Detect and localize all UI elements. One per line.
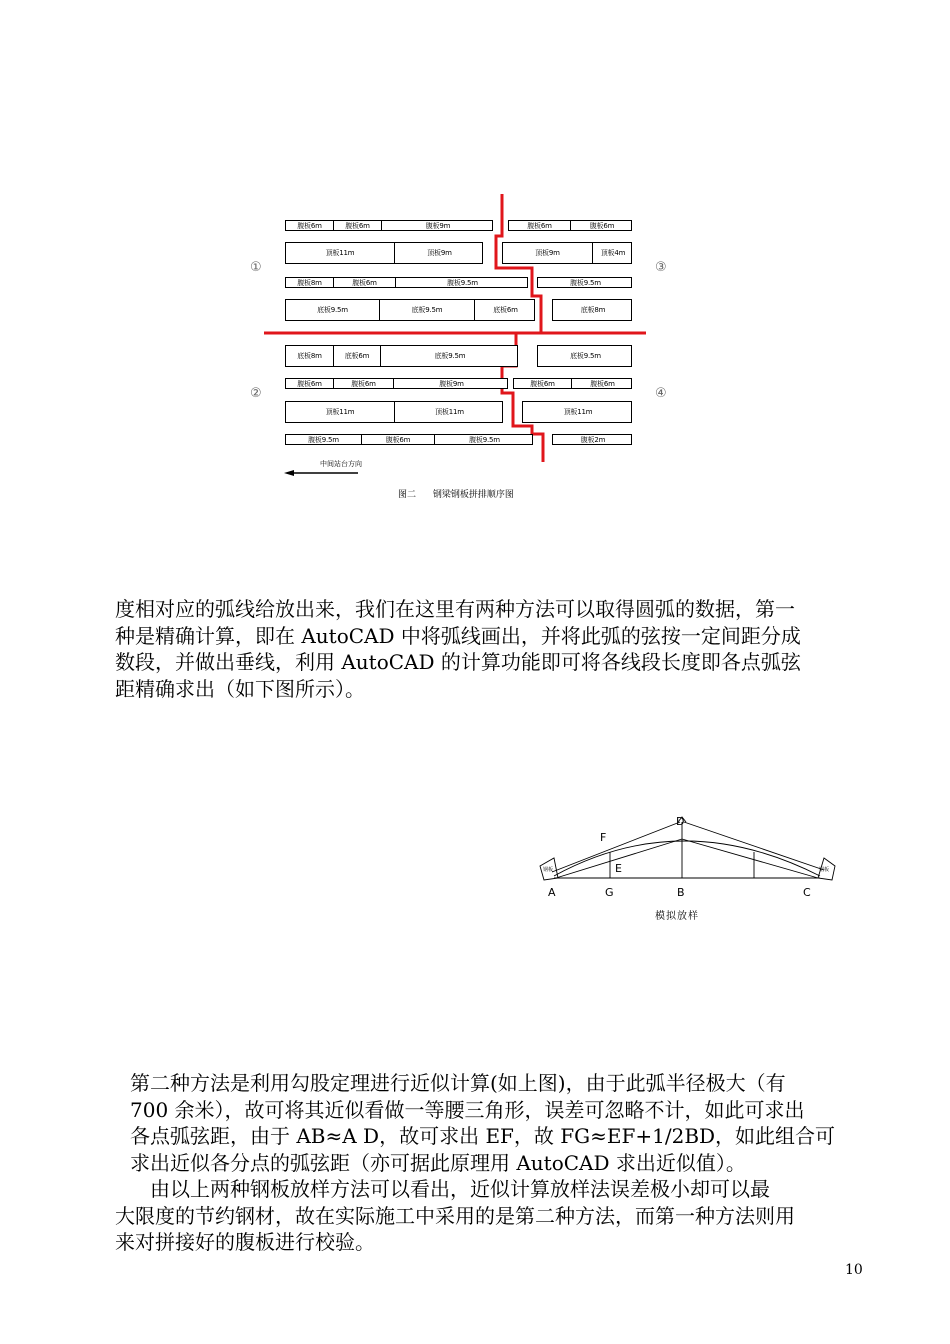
text-line: 距精确求出（如下图所示）。 [115, 676, 365, 701]
paragraph-3 [115, 1176, 860, 1256]
paragraph-1 [115, 596, 860, 702]
text-line: 数段，并做出垂线，利用 AutoCAD 的计算功能即可将各线段长度即各点弧弦 [115, 650, 801, 675]
plate-cell: 底板6m [493, 306, 518, 314]
figure-plate-layout [240, 188, 667, 508]
plate-cell: 底板6m [334, 346, 381, 366]
point-label-D: D [676, 815, 685, 828]
plate-cell: 腹板9.5m [570, 278, 601, 287]
text-line: 700 余米），故可将其近似看做一等腰三角形，误差可忽略不计，如此可求出 [130, 1097, 805, 1122]
plate-row [285, 277, 528, 288]
figure2-caption: 图二 钢梁钢板拼排顺序图 [398, 490, 514, 500]
plate-cell: 腹板6m [286, 379, 334, 388]
zone-label-2: ② [250, 386, 262, 401]
zone-label-3: ③ [655, 260, 667, 275]
right-plate-label: 钢板 [819, 867, 830, 873]
plate-cell: 底板8m [580, 306, 606, 314]
plate-row [552, 299, 632, 321]
plate-cell: 顶板11m [286, 402, 395, 422]
plate-row [285, 299, 535, 321]
plate-cell: 腹板6m [334, 278, 396, 287]
zone-label-1: ① [250, 260, 262, 275]
plate-row [285, 242, 483, 264]
plate-cell: 顶板11m [563, 408, 593, 416]
plate-cell: 腹板6m [286, 221, 334, 230]
direction-arrow-head [284, 470, 294, 476]
plate-cell: 腹板9.5m [447, 278, 478, 287]
plate-cell: 顶板4m [600, 249, 626, 257]
text-line: 各点弧弦距，由于 AB≈A D，故可求出 EF，故 FG≈EF+1/2BD，如此组合可 [130, 1124, 836, 1149]
plate-row [537, 345, 632, 367]
plate-cell: 腹板6m [334, 221, 382, 230]
plate-row [537, 277, 632, 288]
plate-cell: 腹板6m [514, 379, 572, 388]
plate-cell: 底板9.5m [380, 300, 475, 320]
plate-row [522, 401, 632, 423]
direction-label: 中间站台方向 [320, 460, 362, 468]
plate-cell: 腹板9m [439, 379, 464, 388]
plate-cell: 顶板11m [286, 243, 395, 263]
point-label-B: B [677, 886, 685, 899]
text-line: 大限度的节约钢材，故在实际施工中采用的是第二种方法，而第一种方法则用 [115, 1203, 795, 1228]
plate-cell: 腹板6m [362, 435, 435, 444]
plate-cell: 底板9.5m [286, 300, 380, 320]
text-line: 第二种方法是利用勾股定理进行近似计算(如上图)，由于此弧半径极大（有 [130, 1071, 786, 1095]
page-number: 10 [845, 1262, 863, 1278]
plate-cell: 腹板2m [580, 435, 606, 444]
plate-cell: 腹板6m [590, 379, 615, 388]
paragraph-2 [130, 1070, 860, 1176]
figure-arc-layout [532, 814, 842, 929]
plate-cell: 腹板9.5m [469, 435, 500, 444]
plate-cell: 顶板11m [435, 408, 464, 416]
point-label-F: F [600, 831, 607, 844]
plate-row [285, 378, 508, 389]
point-label-A: A [548, 886, 556, 899]
text-line: 度相对应的弧线给放出来，我们在这里有两种方法可以取得圆弧的数据，第一 [115, 597, 795, 621]
plate-row [552, 434, 632, 445]
plate-row [502, 242, 632, 264]
plate-cell: 底板8m [286, 346, 334, 366]
arc-curve [554, 841, 820, 876]
plate-cell: 腹板6m [589, 221, 615, 230]
plate-row [285, 220, 493, 231]
plate-cell: 腹板8m [286, 278, 334, 287]
text-line: 由以上两种钢板放样方法可以看出，近似计算放样法误差极小却可以最 [150, 1177, 770, 1201]
plate-cell: 顶板9m [503, 243, 593, 263]
plate-row [508, 220, 632, 231]
plate-cell: 腹板6m [334, 379, 394, 388]
plate-row [285, 401, 503, 423]
plate-cell: 顶板9m [427, 249, 452, 257]
point-label-E: E [615, 862, 622, 875]
point-label-G: G [605, 886, 614, 899]
plate-row [285, 345, 518, 367]
plate-cell: 底板9.5m [434, 352, 466, 360]
plate-cell: 底板9.5m [570, 352, 601, 360]
zone-label-4: ④ [655, 386, 667, 401]
plate-cell: 腹板6m [509, 221, 571, 230]
text-line: 种是精确计算，即在 AutoCAD 中将弧线画出，并将此弧的弦按一定间距分成 [115, 623, 801, 648]
plate-cell: 腹板9.5m [286, 435, 362, 444]
figure3-caption: 模拟放样 [655, 911, 699, 922]
text-line: 来对拼接好的腹板进行校验。 [115, 1230, 375, 1255]
left-plate-label: 钢板 [543, 867, 554, 873]
point-label-C: C [803, 886, 811, 899]
plate-row [513, 378, 632, 389]
text-line: 求出近似各分点的弧弦距（亦可据此原理用 AutoCAD 求出近似值）。 [130, 1150, 746, 1175]
plate-cell: 腹板9m [425, 221, 451, 230]
plate-row [285, 434, 533, 445]
